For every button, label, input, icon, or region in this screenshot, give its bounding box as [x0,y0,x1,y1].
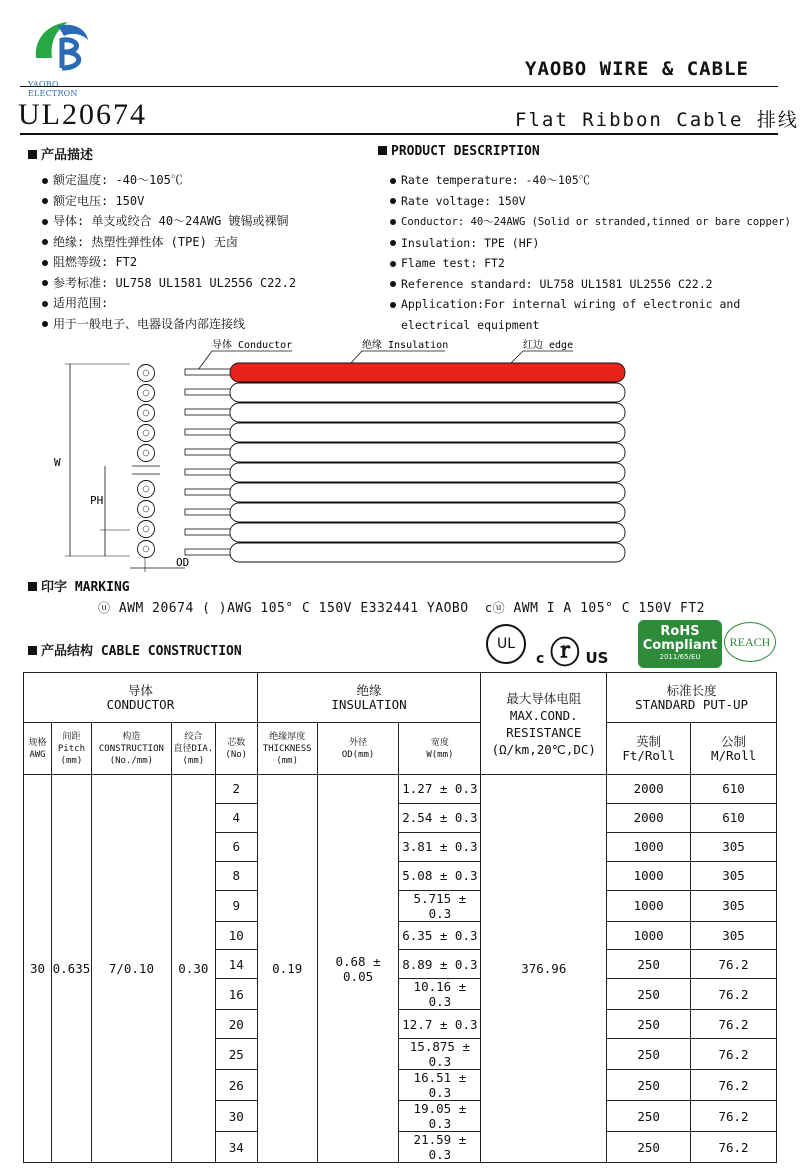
label-w: W [54,456,61,469]
strand-dot [143,390,149,396]
cell-od: 0.68 ± 0.05 [317,775,399,1163]
list-item: Insulation: TPE (HF) [390,233,791,254]
wire [230,523,625,542]
logo-mark-icon [28,18,100,74]
cell-w: 15.875 ± 0.3 [399,1039,481,1070]
marking-line [98,599,705,616]
table-header-row [24,673,777,723]
strand-dot [143,430,149,436]
bullet-icon [390,261,396,267]
section-square-icon [378,146,387,155]
list-item: 额定温度: -40～105℃ [42,170,296,191]
cell-no: 6 [215,832,257,861]
cell-w: 12.7 ± 0.3 [399,1010,481,1039]
cell-w: 19.05 ± 0.3 [399,1101,481,1132]
cell-m: 610 [691,803,777,832]
header-construction: 构造 CONSTRUCTION (No./mm) [91,723,171,775]
header-rule-top [20,86,778,87]
bullet-icon [42,321,48,327]
bullet-icon [42,280,48,286]
header-m: 公制 M/Roll [691,723,777,775]
cell-resistance: 376.96 [481,775,607,1163]
company-name: YAOBO WIRE & CABLE [525,58,749,80]
list-item: Rate voltage: 150V [390,191,791,212]
cell-ft: 250 [607,1010,691,1039]
marking-text-2: AWM I A 105° C 150V FT2 [513,601,705,616]
ul-letter: UL [496,636,516,652]
list-item: Reference standard: UL758 UL1581 UL2556 C22.2 [390,274,791,295]
conductor-end [185,389,235,395]
cell-w: 16.51 ± 0.3 [399,1070,481,1101]
strand-dot [143,410,149,416]
ul-listed-logo [486,624,526,664]
header-thickness: 绝缘厚度 THICKNESS (mm) [257,723,317,775]
list-item: 额定电压: 150V [42,191,296,212]
conductor-ends [185,369,235,555]
rohs-line1: RoHS [660,624,700,639]
cell-m: 76.2 [691,1039,777,1070]
cul-us-logo [536,628,608,672]
label-insulation: 绝缘 Insulation [362,340,449,351]
reach-badge: REACH [724,622,776,662]
table-subheader-row [24,723,777,775]
strand-dot [143,546,149,552]
bullet-icon [390,219,396,225]
list-item: Conductor: 40～24AWG (Solid or stranded,tinned or bare copper) [390,211,791,233]
model-number: UL20674 [18,98,147,131]
bullet-icon [390,198,396,204]
cell-w: 5.715 ± 0.3 [399,890,481,921]
header-od: 外径 OD(mm) [317,723,399,775]
cell-no: 30 [215,1101,257,1132]
cell-ft: 250 [607,1132,691,1163]
rohs-line2: Compliant [642,638,718,653]
cell-no: 34 [215,1132,257,1163]
wire [230,483,625,502]
ur-mark-icon: ⓤ [98,601,111,615]
cell-m: 305 [691,832,777,861]
bullet-icon [390,302,396,308]
cell-construction: 7/0.10 [91,775,171,1163]
wire [230,443,625,462]
cul-c-letter: c [536,651,545,667]
wire [230,423,625,442]
wire [230,463,625,482]
bullet-icon [42,260,48,266]
section-square-icon [28,150,37,159]
label-conductor: 导体 Conductor [212,340,293,351]
desc-cn-title: 产品描述 [28,144,93,163]
list-item: 参考标准: UL758 UL1581 UL2556 C22.2 [42,273,296,294]
list-item: 绝缘: 热塑性弹性体 (TPE) 无卤 [42,232,296,253]
desc-en-list [390,170,791,335]
construction-title: 产品结构 CABLE CONSTRUCTION [28,640,242,659]
bullet-icon [42,178,48,184]
cell-no: 9 [215,890,257,921]
header-rule-bottom [20,133,778,135]
desc-en-title: PRODUCT DESCRIPTION [378,144,540,159]
label-od: OD [176,556,190,569]
cell-ft: 250 [607,950,691,979]
strand-dot [143,526,149,532]
header-conductor: 导体 CONDUCTOR [24,673,258,723]
callout-line [510,351,523,364]
cable-diagram [20,336,660,576]
cell-thickness: 0.19 [257,775,317,1163]
list-item: Flame test: FT2 [390,253,791,274]
label-edge: 红边 edge [523,340,574,351]
insulated-wires [230,363,625,562]
cell-m: 305 [691,861,777,890]
rohs-line3: 2011/65/EU [659,653,701,661]
cell-ft: 1000 [607,890,691,921]
table-row [24,775,777,804]
cell-w: 8.89 ± 0.3 [399,950,481,979]
cell-ft: 1000 [607,861,691,890]
conductor-end [185,449,235,455]
cell-no: 4 [215,803,257,832]
cell-w: 6.35 ± 0.3 [399,921,481,950]
cell-no: 25 [215,1039,257,1070]
cell-dia: 0.30 [171,775,215,1163]
cell-ft: 2000 [607,803,691,832]
marking-text-1: AWM 20674 ( )AWG 105° C 150V E332441 YAOBO [118,601,469,616]
cell-ft: 2000 [607,775,691,804]
table-body [24,775,777,1163]
section-square-icon [28,646,37,655]
strand-dot [143,486,149,492]
header-no: 芯数 (No) [215,723,257,775]
cell-m: 76.2 [691,1010,777,1039]
cell-m: 76.2 [691,1132,777,1163]
callout-line [350,351,362,364]
cell-pitch: 0.635 [51,775,91,1163]
label-ph: PH [90,494,104,507]
cur-mark-icon: cⓤ [484,601,506,615]
cell-ft: 250 [607,1070,691,1101]
cell-m: 76.2 [691,979,777,1010]
bullet-icon [42,239,48,245]
cell-w: 10.16 ± 0.3 [399,979,481,1010]
conductor-end [185,529,235,535]
cell-ft: 250 [607,1039,691,1070]
ur-icon: ⓡ [549,636,580,671]
wire [230,503,625,522]
strand-dot [143,450,149,456]
cell-no: 8 [215,861,257,890]
bullet-icon [390,240,396,246]
list-item: 适用范围: [42,293,296,314]
list-item: 用于一般电子、电器设备内部连接线 [42,314,296,335]
bullet-icon [42,219,48,225]
cell-w: 1.27 ± 0.3 [399,775,481,804]
header-dia: 绞合 直径DIA. (mm) [171,723,215,775]
cell-m: 76.2 [691,1101,777,1132]
section-square-icon [28,582,37,591]
wire [230,403,625,422]
list-item: 导体: 单支或绞合 40～24AWG 镀锡或裸铜 [42,211,296,232]
list-item-continuation: electrical equipment [401,317,540,332]
conductor-end [185,549,235,555]
bullet-icon [42,198,48,204]
cell-m: 76.2 [691,950,777,979]
rohs-compliant-badge [638,620,722,668]
cell-w: 2.54 ± 0.3 [399,803,481,832]
header-pitch: 间距 Pitch (mm) [51,723,91,775]
conductor-end [185,409,235,415]
list-item: Application:For internal wiring of electronic and [390,294,791,315]
logo-text: YAOBO ELECTRON [28,80,78,98]
conductor-end [185,469,235,475]
cell-no: 20 [215,1010,257,1039]
bullet-icon [390,178,396,184]
cell-no: 26 [215,1070,257,1101]
product-name: Flat Ribbon Cable 排线 [515,109,799,131]
company-logo [28,18,100,98]
red-edge-wire [230,363,625,382]
cell-no: 2 [215,775,257,804]
cell-m: 76.2 [691,1070,777,1101]
construction-table [23,672,777,1163]
list-item: Rate temperature: -40～105℃ [390,170,791,191]
strand-dot [143,370,149,376]
list-item: 阻燃等级: FT2 [42,252,296,273]
conductor-end [185,509,235,515]
header-awg: 规格 AWG [24,723,52,775]
cell-no: 10 [215,921,257,950]
cell-w: 21.59 ± 0.3 [399,1132,481,1163]
cell-m: 610 [691,775,777,804]
wire [230,543,625,562]
cell-w: 3.81 ± 0.3 [399,832,481,861]
header-putup: 标准长度 STANDARD PUT-UP [607,673,777,723]
bullet-icon [42,301,48,307]
header-ft: 英制 Ft/Roll [607,723,691,775]
cul-us-letter: US [585,649,609,667]
wire [230,383,625,402]
cell-w: 5.08 ± 0.3 [399,861,481,890]
cell-m: 305 [691,890,777,921]
conductor-end [185,489,235,495]
cell-ft: 1000 [607,921,691,950]
cell-m: 305 [691,921,777,950]
strand-dot [143,506,149,512]
cell-ft: 250 [607,979,691,1010]
header-insulation: 绝缘 INSULATION [257,673,481,723]
cell-ft: 1000 [607,832,691,861]
desc-cn-list [42,170,296,334]
header-resistance: 最大导体电阻 MAX.COND. RESISTANCE (Ω/km,20℃,DC) [481,673,607,775]
bullet-icon [390,281,396,287]
cell-ft: 250 [607,1101,691,1132]
cell-no: 14 [215,950,257,979]
conductor-end [185,429,235,435]
cell-awg: 30 [24,775,52,1163]
marking-title: 印字 MARKING [28,576,130,595]
cell-no: 16 [215,979,257,1010]
conductor-end [185,369,235,375]
header-w: 宽度 W(mm) [399,723,481,775]
